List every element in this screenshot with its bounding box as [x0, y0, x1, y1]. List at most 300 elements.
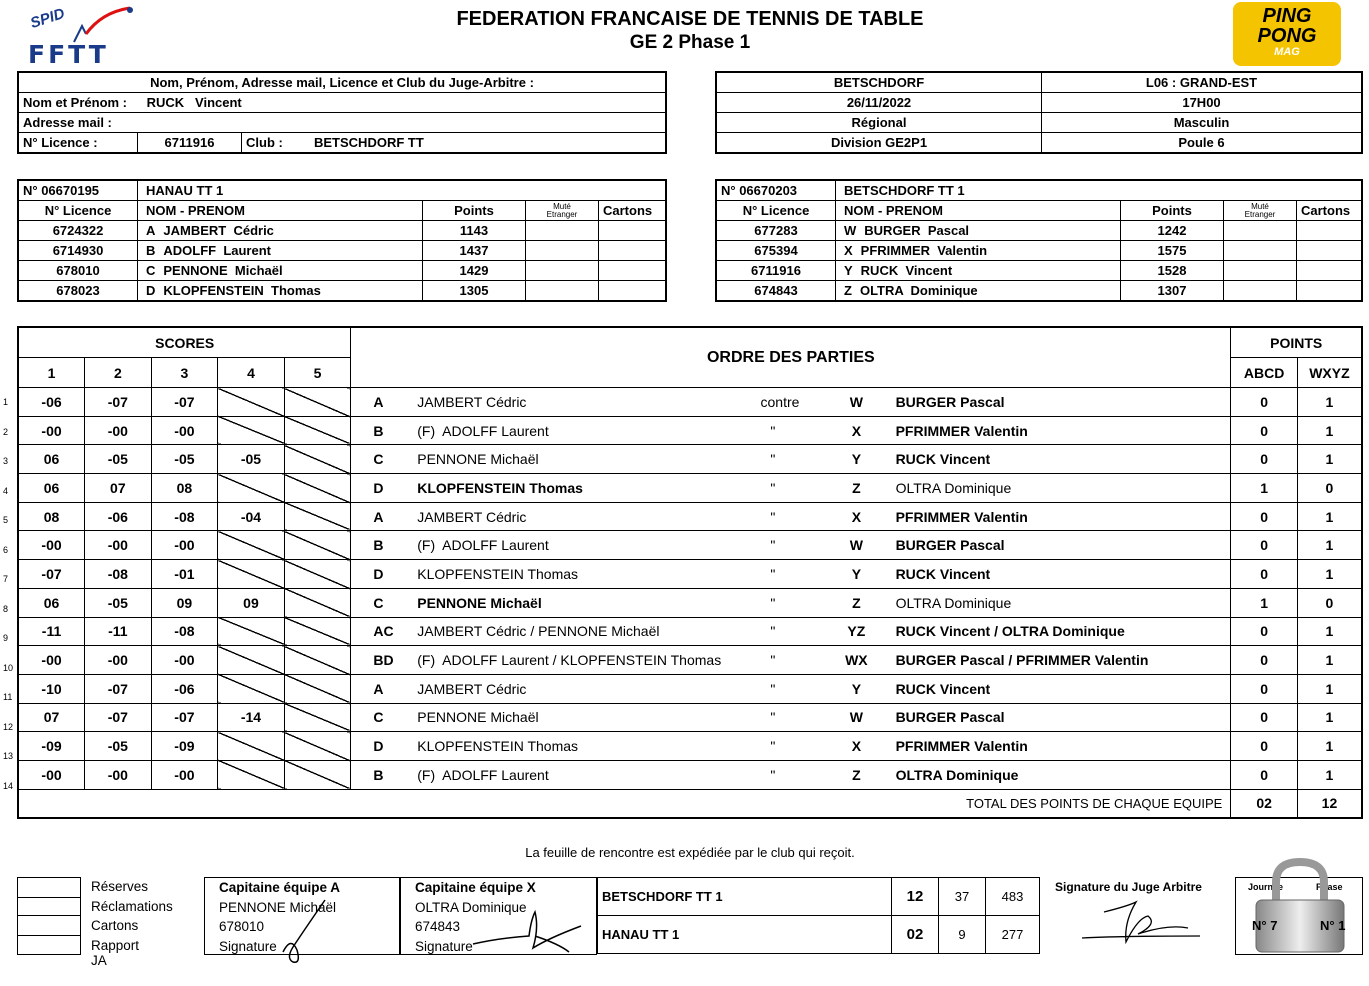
player-mute [1224, 281, 1297, 302]
points-abcd: 0 [1231, 674, 1298, 703]
points-abcd: 0 [1231, 617, 1298, 646]
page-subtitle: GE 2 Phase 1 [629, 32, 751, 53]
game-row [18, 703, 1362, 732]
set-score: -11 [85, 617, 152, 646]
result-sets: 37 [939, 878, 986, 916]
result-table [597, 877, 1040, 954]
player-a: JAMBERT Cédric [413, 502, 756, 531]
checkbox[interactable] [17, 936, 81, 956]
set-score: 06 [18, 474, 85, 503]
empty-set-cell [284, 502, 351, 531]
player-a: KLOPFENSTEIN Thomas [413, 732, 756, 761]
points-abcd: 0 [1231, 732, 1298, 761]
game-row [18, 416, 1362, 445]
row-number: 3 [3, 456, 9, 466]
player-letter: A [146, 223, 156, 238]
set-score: 06 [18, 445, 85, 474]
set-score: -00 [151, 646, 218, 675]
team-a-name: HANAU TT 1 [138, 180, 667, 201]
row-number: 14 [3, 780, 14, 791]
player-points: 1242 [1121, 221, 1224, 241]
set-score: -00 [85, 531, 152, 560]
team-a-table [17, 179, 667, 302]
player-mute [526, 281, 599, 302]
empty-set-cell [284, 646, 351, 675]
letter-x: Z [825, 588, 887, 617]
letter-a: C [351, 445, 413, 474]
set-score: -08 [151, 502, 218, 531]
player-licence: 6711916 [716, 261, 836, 281]
game-row [18, 617, 1362, 646]
letter-x: YZ [825, 617, 887, 646]
col-name: NOM - PRENOM [138, 201, 423, 221]
letter-a: B [351, 531, 413, 560]
versus: " [757, 531, 826, 560]
set-score: -06 [85, 502, 152, 531]
referee-licence: 6711916 [138, 133, 242, 154]
referee-mail-label: Adresse mail : [18, 113, 666, 133]
set-score: -00 [18, 416, 85, 445]
row-number: 10 [3, 662, 14, 673]
team-x-table [715, 179, 1363, 302]
letter-a: AC [351, 617, 413, 646]
set-score: -00 [85, 760, 152, 789]
row-number: 13 [3, 751, 14, 761]
set-score: 07 [18, 703, 85, 732]
padlock-icon [1250, 858, 1350, 954]
set-score: -07 [85, 703, 152, 732]
player-name-cell [836, 241, 1121, 261]
set-score: 06 [18, 588, 85, 617]
player-licence: 678023 [18, 281, 138, 302]
result-team: HANAU TT 1 [598, 916, 892, 954]
set-score: -06 [18, 388, 85, 417]
player-licence: 6714930 [18, 241, 138, 261]
letter-a: C [351, 588, 413, 617]
empty-set-cell [218, 617, 285, 646]
player-licence: 677283 [716, 221, 836, 241]
game-row [18, 531, 1362, 560]
col-cards: Cartons [1297, 201, 1363, 221]
player-letter: B [146, 243, 156, 258]
letter-x: W [825, 531, 887, 560]
set-score: -07 [151, 388, 218, 417]
points-wxyz: 1 [1297, 445, 1362, 474]
points-wxyz: 1 [1297, 560, 1362, 589]
player-points: 1528 [1121, 261, 1224, 281]
player-a: (F) ADOLFF Laurent [413, 760, 756, 789]
player-cards [1297, 241, 1363, 261]
referee-licence-label: N° Licence : [18, 133, 138, 154]
versus: " [757, 416, 826, 445]
set-score: -06 [151, 674, 218, 703]
empty-set-cell [284, 674, 351, 703]
scores-heading: SCORES [18, 327, 351, 358]
set-score: -00 [151, 531, 218, 560]
player-mute [526, 221, 599, 241]
player-name-cell [138, 281, 423, 302]
letter-a: B [351, 416, 413, 445]
checkbox-label: Cartons [91, 918, 139, 933]
set-score: 07 [85, 474, 152, 503]
player-x: BURGER Pascal / PFRIMMER Valentin [888, 646, 1231, 675]
match-gender: Masculin [1042, 113, 1363, 133]
player-name: PENNONE Michaël [163, 263, 283, 278]
empty-set-cell [284, 560, 351, 589]
checkbox-label: Rapport JA [91, 937, 140, 968]
set-score: -05 [85, 445, 152, 474]
row-number: 12 [3, 721, 14, 732]
player-a: (F) ADOLFF Laurent [413, 416, 756, 445]
points-abcd: 1 [1231, 474, 1298, 503]
player-row [716, 221, 1362, 241]
player-licence: 675394 [716, 241, 836, 261]
player-licence: 678010 [18, 261, 138, 281]
player-name: JAMBERT Cédric [163, 223, 274, 238]
set-score: -00 [85, 646, 152, 675]
player-name-cell [138, 241, 423, 261]
player-letter: C [146, 263, 156, 278]
letter-x: X [825, 732, 887, 761]
empty-set-cell [284, 760, 351, 789]
player-cards [1297, 281, 1363, 302]
points-wxyz: 1 [1297, 646, 1362, 675]
points-wxyz: 1 [1297, 531, 1362, 560]
order-heading: ORDRE DES PARTIES [351, 327, 1231, 388]
versus: " [757, 588, 826, 617]
referee-heading: Nom, Prénom, Adresse mail, Licence et Club du Juge-Arbitre : [18, 72, 666, 93]
player-a: JAMBERT Cédric / PENNONE Michaël [413, 617, 756, 646]
empty-set-cell [284, 445, 351, 474]
set-score: -08 [151, 617, 218, 646]
empty-set-cell [284, 703, 351, 732]
set-score: -00 [18, 760, 85, 789]
letter-a: C [351, 703, 413, 732]
row-number: 1 [3, 397, 9, 407]
match-pool: Poule 6 [1042, 133, 1363, 154]
captain-x-box: Capitaine équipe X OLTRA Dominique 674843 Signature [400, 877, 597, 955]
player-a: PENNONE Michaël [413, 445, 756, 474]
result-points: 277 [986, 916, 1040, 954]
player-x: OLTRA Dominique [888, 760, 1231, 789]
player-points: 1437 [423, 241, 526, 261]
result-sets: 9 [939, 916, 986, 954]
row-number: 4 [3, 485, 9, 496]
set-score: -07 [18, 560, 85, 589]
points-wxyz: 1 [1297, 760, 1362, 789]
empty-set-cell [284, 588, 351, 617]
page-title: FEDERATION FRANCAISE DE TENNIS DE TABLE [456, 8, 924, 30]
player-name: RUCK Vincent [860, 263, 953, 278]
player-points: 1429 [423, 261, 526, 281]
empty-set-cell [284, 388, 351, 417]
player-name: ADOLFF Laurent [163, 243, 271, 258]
col-abcd: ABCD [1231, 358, 1298, 388]
player-points: 1143 [423, 221, 526, 241]
racket-swoosh-icon [72, 4, 137, 44]
versus: " [757, 445, 826, 474]
team-a-number: N° 06670195 [18, 180, 138, 201]
col-licence: N° Licence [716, 201, 836, 221]
player-row [716, 281, 1362, 302]
referee-signature-icon [1078, 898, 1203, 958]
set-score: -11 [18, 617, 85, 646]
match-date: 26/11/2022 [716, 93, 1042, 113]
player-name: KLOPFENSTEIN Thomas [163, 283, 321, 298]
points-wxyz: 1 [1297, 502, 1362, 531]
player-name-cell [138, 261, 423, 281]
player-x: BURGER Pascal [888, 531, 1231, 560]
set-score: 09 [151, 588, 218, 617]
player-cards [599, 281, 667, 302]
player-x: PFRIMMER Valentin [888, 416, 1231, 445]
points-abcd: 0 [1231, 646, 1298, 675]
player-name: OLTRA Dominique [859, 283, 978, 298]
referee-name: RUCK Vincent [146, 95, 242, 110]
col-points: Points [423, 201, 526, 221]
points-abcd: 0 [1231, 416, 1298, 445]
set-score: -00 [151, 416, 218, 445]
result-score: 12 [892, 878, 939, 916]
versus: " [757, 617, 826, 646]
empty-set-cell [284, 416, 351, 445]
match-place: BETSCHDORF [716, 72, 1042, 93]
player-a: KLOPFENSTEIN Thomas [413, 560, 756, 589]
player-points: 1307 [1121, 281, 1224, 302]
pingpong-mag-logo: PING PONG MAG [1233, 2, 1341, 66]
empty-set-cell [284, 732, 351, 761]
game-row [18, 732, 1362, 761]
versus: " [757, 732, 826, 761]
player-licence: 674843 [716, 281, 836, 302]
row-number: 2 [3, 426, 9, 437]
set-score: -08 [85, 560, 152, 589]
match-level: Régional [716, 113, 1042, 133]
col-mute: Muté Etranger [526, 201, 599, 221]
points-wxyz: 1 [1297, 388, 1362, 417]
row-number: 5 [3, 515, 9, 525]
player-points: 1575 [1121, 241, 1224, 261]
set-score: 09 [218, 588, 285, 617]
player-x: OLTRA Dominique [888, 474, 1231, 503]
empty-set-cell [284, 531, 351, 560]
letter-a: A [351, 388, 413, 417]
empty-set-cell [218, 560, 285, 589]
points-abcd: 0 [1231, 502, 1298, 531]
col-licence: N° Licence [18, 201, 138, 221]
versus: contre [757, 388, 826, 417]
points-wxyz: 1 [1297, 703, 1362, 732]
checkbox[interactable] [17, 897, 81, 917]
total-label: TOTAL DES POINTS DE CHAQUE EQUIPE [18, 789, 1231, 818]
set-score: -00 [85, 416, 152, 445]
game-row [18, 760, 1362, 789]
player-mute [1224, 221, 1297, 241]
set-score: -04 [218, 502, 285, 531]
set-score: -07 [85, 674, 152, 703]
player-name-cell [836, 221, 1121, 241]
points-wxyz: 0 [1297, 474, 1362, 503]
letter-x: Z [825, 760, 887, 789]
player-row [18, 241, 666, 261]
player-a: PENNONE Michaël [413, 588, 756, 617]
player-mute [1224, 261, 1297, 281]
captain-a-box: Capitaine équipe A PENNONE Michaël 678010 Signature [204, 877, 400, 955]
referee-name-row: Nom et Prénom : RUCK Vincent [18, 93, 666, 113]
points-abcd: 1 [1231, 588, 1298, 617]
checkbox[interactable] [17, 877, 81, 898]
player-name-cell [138, 221, 423, 241]
player-x: RUCK Vincent / OLTRA Dominique [888, 617, 1231, 646]
col-wxyz: WXYZ [1297, 358, 1362, 388]
versus: " [757, 474, 826, 503]
player-cards [1297, 261, 1363, 281]
versus: " [757, 502, 826, 531]
points-abcd: 0 [1231, 703, 1298, 732]
player-cards [599, 221, 667, 241]
points-abcd: 0 [1231, 760, 1298, 789]
player-x: PFRIMMER Valentin [888, 502, 1231, 531]
set-score: -05 [85, 588, 152, 617]
set-score: -05 [85, 732, 152, 761]
total-wxyz: 12 [1297, 789, 1362, 818]
set-header: 5 [284, 358, 351, 388]
row-number: 7 [3, 574, 9, 584]
empty-set-cell [218, 646, 285, 675]
player-a: (F) ADOLFF Laurent [413, 531, 756, 560]
set-score: -09 [18, 732, 85, 761]
points-abcd: 0 [1231, 445, 1298, 474]
player-row [18, 221, 666, 241]
set-header: 2 [85, 358, 152, 388]
player-a: KLOPFENSTEIN Thomas [413, 474, 756, 503]
empty-set-cell [218, 674, 285, 703]
empty-set-cell [218, 760, 285, 789]
player-x: RUCK Vincent [888, 560, 1231, 589]
empty-set-cell [284, 474, 351, 503]
set-header: 3 [151, 358, 218, 388]
referee-table [17, 71, 667, 154]
player-mute [526, 261, 599, 281]
result-score: 02 [892, 916, 939, 954]
letter-x: WX [825, 646, 887, 675]
row-number: 9 [3, 633, 9, 643]
points-wxyz: 1 [1297, 674, 1362, 703]
game-row [18, 646, 1362, 675]
letter-x: X [825, 502, 887, 531]
player-name: BURGER Pascal [864, 223, 970, 238]
team-x-number: N° 06670203 [716, 180, 836, 201]
referee-signature-label: Signature du Juge Arbitre [1055, 880, 1202, 894]
versus: " [757, 674, 826, 703]
match-time: 17H00 [1042, 93, 1363, 113]
letter-x: X [825, 416, 887, 445]
letter-a: D [351, 732, 413, 761]
game-row [18, 674, 1362, 703]
letter-a: BD [351, 646, 413, 675]
player-mute [1224, 241, 1297, 261]
points-heading: POINTS [1231, 327, 1362, 358]
col-name: NOM - PRENOM [836, 201, 1121, 221]
referee-club: BETSCHDORF TT [310, 133, 666, 154]
player-a: JAMBERT Cédric [413, 674, 756, 703]
letter-x: Z [825, 474, 887, 503]
match-league: L06 : GRAND-EST [1042, 72, 1363, 93]
player-licence: 6724322 [18, 221, 138, 241]
player-letter: Y [844, 263, 853, 278]
player-name-cell [836, 281, 1121, 302]
empty-set-cell [218, 474, 285, 503]
set-score: -07 [85, 388, 152, 417]
player-mute [526, 241, 599, 261]
player-x: OLTRA Dominique [888, 588, 1231, 617]
letter-x: Y [825, 560, 887, 589]
referee-club-label: Club : [242, 133, 311, 154]
checkbox[interactable] [17, 916, 81, 936]
letter-x: Y [825, 674, 887, 703]
points-wxyz: 1 [1297, 732, 1362, 761]
set-header: 1 [18, 358, 85, 388]
points-wxyz: 1 [1297, 617, 1362, 646]
set-header: 4 [218, 358, 285, 388]
empty-set-cell [218, 732, 285, 761]
player-name-cell [836, 261, 1121, 281]
fftt-logo: SPID FFTT [22, 4, 137, 66]
set-score: -05 [218, 445, 285, 474]
footer-note: La feuille de rencontre est expédiée par le club qui reçoit. [525, 845, 855, 860]
match-division: Division GE2P1 [716, 133, 1042, 154]
player-a: (F) ADOLFF Laurent / KLOPFENSTEIN Thomas [413, 646, 756, 675]
letter-x: Y [825, 445, 887, 474]
letter-a: B [351, 760, 413, 789]
empty-set-cell [218, 416, 285, 445]
row-number: 8 [3, 603, 9, 614]
row-number: 11 [3, 692, 13, 702]
game-row [18, 474, 1362, 503]
result-row [598, 878, 1040, 916]
player-points: 1305 [423, 281, 526, 302]
player-row [18, 261, 666, 281]
result-row [598, 916, 1040, 954]
player-row [18, 281, 666, 302]
player-name: PFRIMMER Valentin [860, 243, 988, 258]
player-a: PENNONE Michaël [413, 703, 756, 732]
player-cards [599, 261, 667, 281]
points-abcd: 0 [1231, 531, 1298, 560]
team-x-name: BETSCHDORF TT 1 [836, 180, 1363, 201]
set-score: -10 [18, 674, 85, 703]
player-letter: Z [844, 283, 852, 298]
letter-x: W [825, 388, 887, 417]
captain-a-signature-icon [277, 896, 337, 966]
col-mute: Muté Etranger [1224, 201, 1297, 221]
versus: " [757, 646, 826, 675]
set-score: -07 [151, 703, 218, 732]
versus: " [757, 560, 826, 589]
player-x: PFRIMMER Valentin [888, 732, 1231, 761]
set-score: -00 [18, 531, 85, 560]
player-letter: D [146, 283, 156, 298]
checkbox-label: Réserves [91, 879, 149, 894]
col-cards: Cartons [599, 201, 667, 221]
points-abcd: 0 [1231, 560, 1298, 589]
letter-a: D [351, 474, 413, 503]
game-row [18, 445, 1362, 474]
result-team: BETSCHDORF TT 1 [598, 878, 892, 916]
versus: " [757, 703, 826, 732]
points-wxyz: 0 [1297, 588, 1362, 617]
player-row [716, 261, 1362, 281]
